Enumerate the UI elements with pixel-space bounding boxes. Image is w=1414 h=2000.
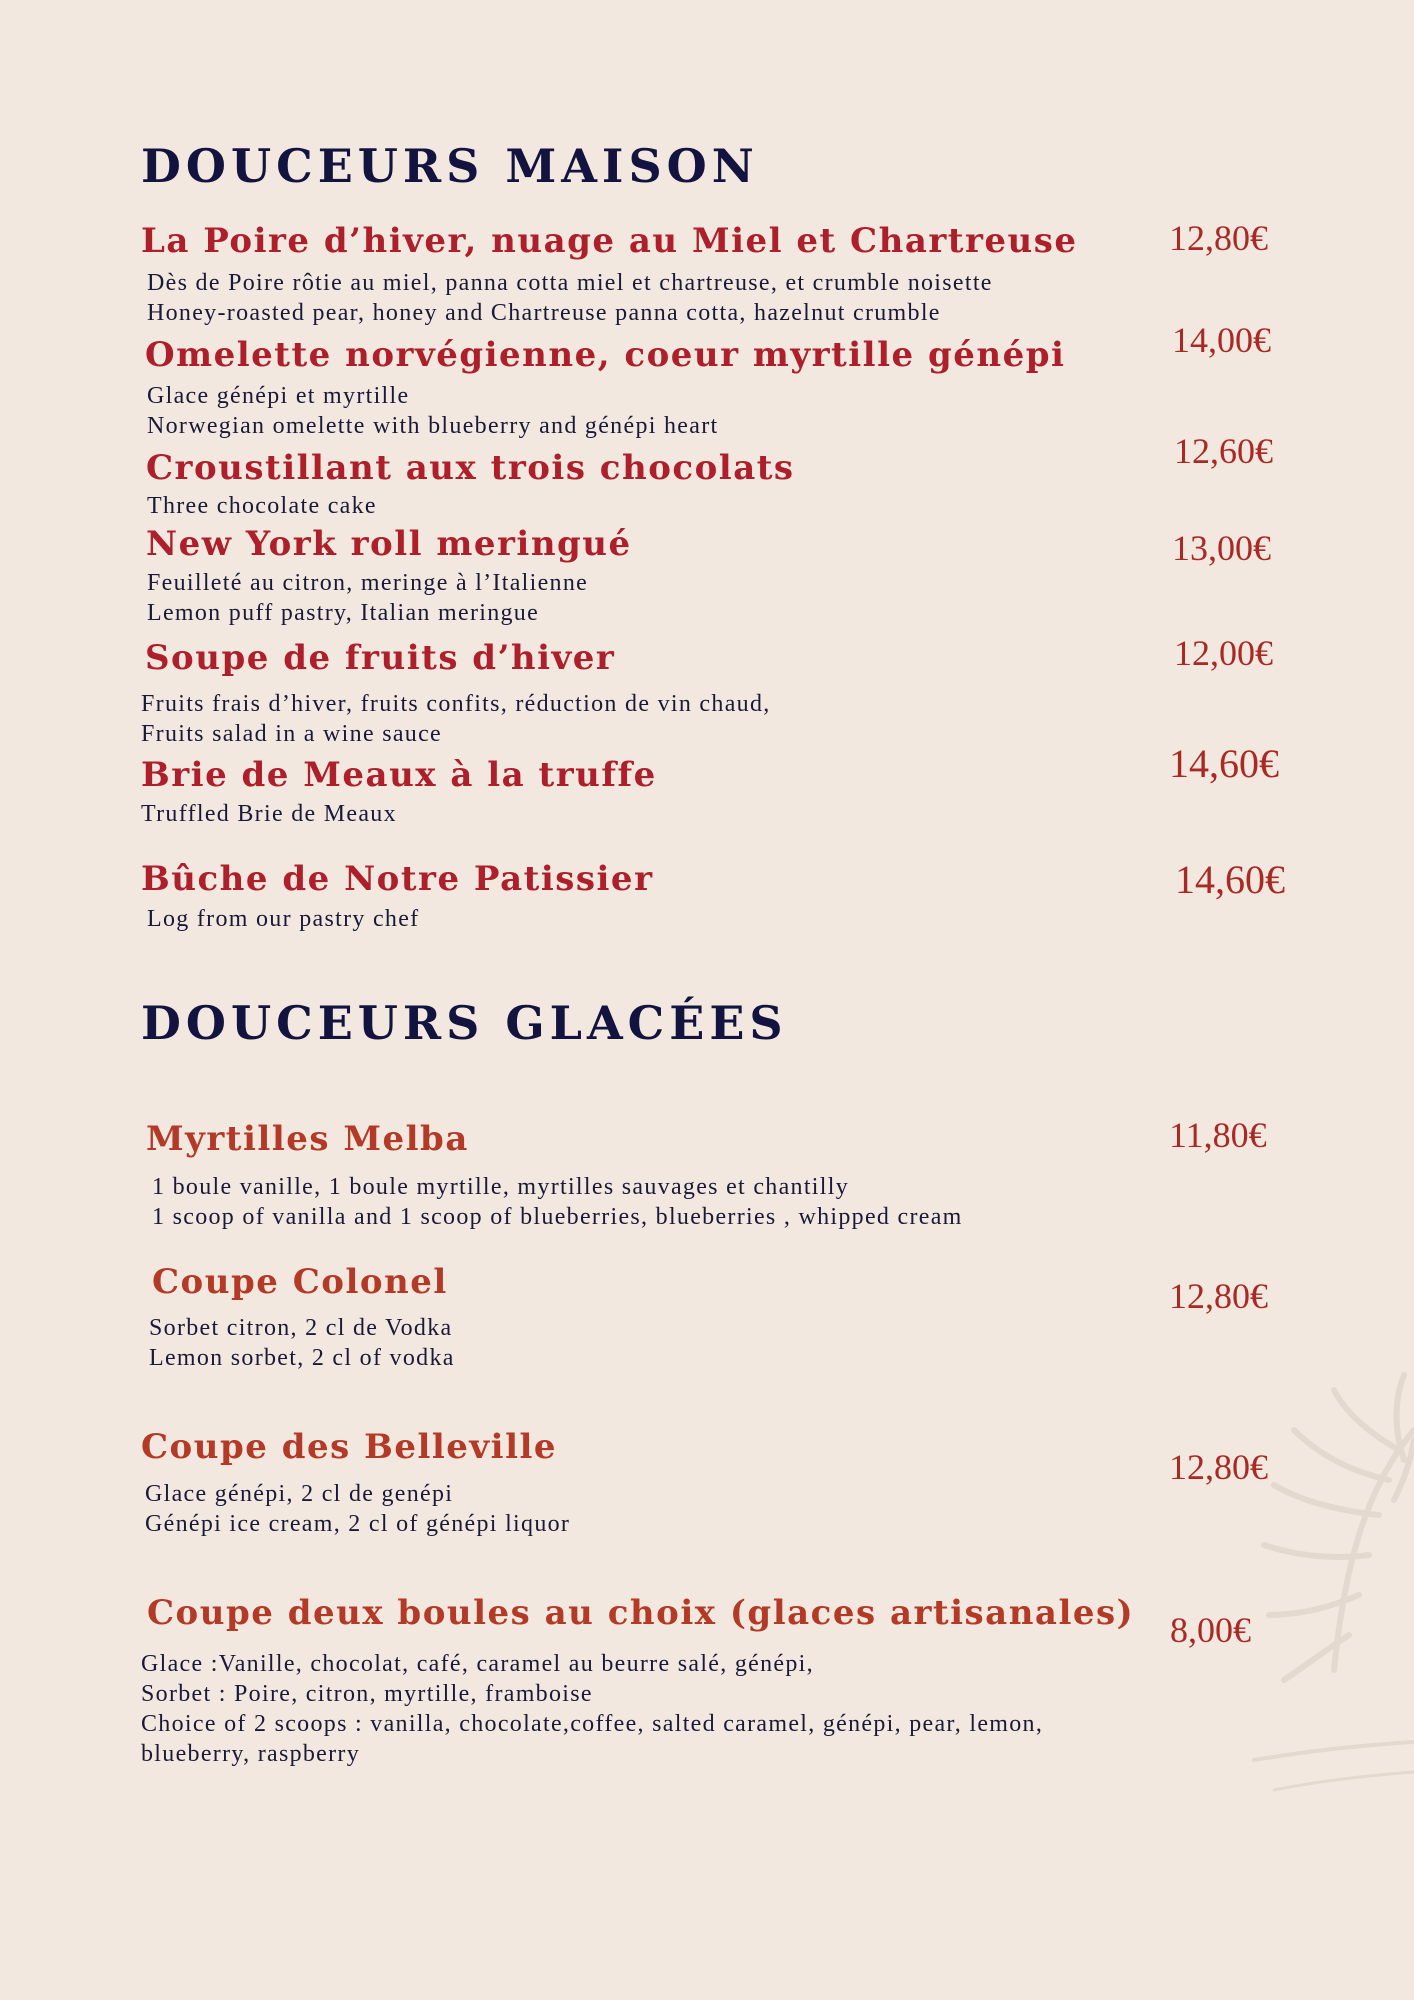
description-line: Choice of 2 scoops : vanilla, chocolate,coffee, salted caramel, génépi, pear, lemon, [141, 1711, 1044, 1737]
item-description [147, 268, 993, 328]
item-description [145, 1479, 570, 1539]
item-price: 12,00€ [1174, 633, 1273, 673]
item-description [149, 1313, 455, 1373]
item-name: Coupe deux boules au choix (glaces artisanales) [147, 1593, 1135, 1633]
item-description [141, 689, 771, 749]
item-description [141, 799, 397, 829]
description-line: Dès de Poire rôtie au miel, panna cotta miel et chartreuse, et crumble noisette [147, 270, 993, 296]
item-description [147, 381, 718, 441]
description-line: Glace génépi, 2 cl de genépi [145, 1481, 454, 1507]
item-price: 14,60€ [1175, 857, 1285, 902]
item-name: Brie de Meaux à la truffe [141, 755, 657, 795]
item-name: Bûche de Notre Patissier [141, 859, 654, 899]
item-name: Soupe de fruits d’hiver [145, 638, 616, 678]
section-title-glacees: DOUCEURS GLACÉES [141, 996, 788, 1050]
description-line: Three chocolate cake [147, 493, 377, 519]
description-line: Honey-roasted pear, honey and Chartreuse panna cotta, hazelnut crumble [147, 300, 941, 326]
description-line: blueberry, raspberry [141, 1741, 361, 1767]
item-price: 8,00€ [1170, 1610, 1251, 1650]
description-line: 1 scoop of vanilla and 1 scoop of blueberries, blueberries , whipped cream [152, 1204, 963, 1230]
item-price: 12,80€ [1169, 218, 1268, 258]
description-line: Log from our pastry chef [147, 906, 420, 932]
item-description [147, 568, 588, 628]
item-description [147, 904, 419, 934]
item-description [147, 491, 377, 521]
item-name: Coupe Colonel [152, 1262, 448, 1302]
description-line: Sorbet : Poire, citron, myrtille, framboise [141, 1681, 593, 1707]
item-name: La Poire d’hiver, nuage au Miel et Chartreuse [141, 221, 1078, 261]
description-line: 1 boule vanille, 1 boule myrtille, myrtilles sauvages et chantilly [152, 1174, 849, 1200]
item-price: 13,00€ [1172, 528, 1271, 568]
section-title-maison: DOUCEURS MAISON [141, 139, 759, 193]
item-price: 12,60€ [1174, 431, 1273, 471]
item-price: 14,60€ [1169, 741, 1279, 786]
description-line: Lemon sorbet, 2 cl of vodka [149, 1345, 455, 1371]
item-price: 12,80€ [1169, 1276, 1268, 1316]
description-line: Glace :Vanille, chocolat, café, caramel au beurre salé, génépi, [141, 1651, 814, 1677]
item-name: Myrtilles Melba [146, 1119, 469, 1159]
item-description [152, 1172, 963, 1232]
description-line: Fruits salad in a wine sauce [141, 721, 442, 747]
item-description [141, 1649, 1043, 1769]
description-line: Génépi ice cream, 2 cl of génépi liquor [145, 1511, 571, 1537]
description-line: Feuilleté au citron, meringe à l’Italienne [147, 570, 589, 596]
item-name: Coupe des Belleville [141, 1427, 558, 1467]
description-line: Fruits frais d’hiver, fruits confits, réduction de vin chaud, [141, 691, 771, 717]
fir-branch-icon [1194, 1370, 1414, 1830]
item-price: 11,80€ [1169, 1115, 1267, 1155]
item-name: New York roll meringué [146, 524, 632, 564]
description-line: Norwegian omelette with blueberry and génépi heart [147, 413, 719, 439]
item-name: Omelette norvégienne, coeur myrtille génépi [145, 335, 1066, 375]
description-line: Sorbet citron, 2 cl de Vodka [149, 1315, 453, 1341]
item-price: 12,80€ [1169, 1447, 1268, 1487]
description-line: Truffled Brie de Meaux [141, 801, 397, 827]
item-name: Croustillant aux trois chocolats [146, 448, 795, 488]
item-price: 14,00€ [1172, 320, 1271, 360]
description-line: Lemon puff pastry, Italian meringue [147, 600, 540, 626]
description-line: Glace génépi et myrtille [147, 383, 410, 409]
